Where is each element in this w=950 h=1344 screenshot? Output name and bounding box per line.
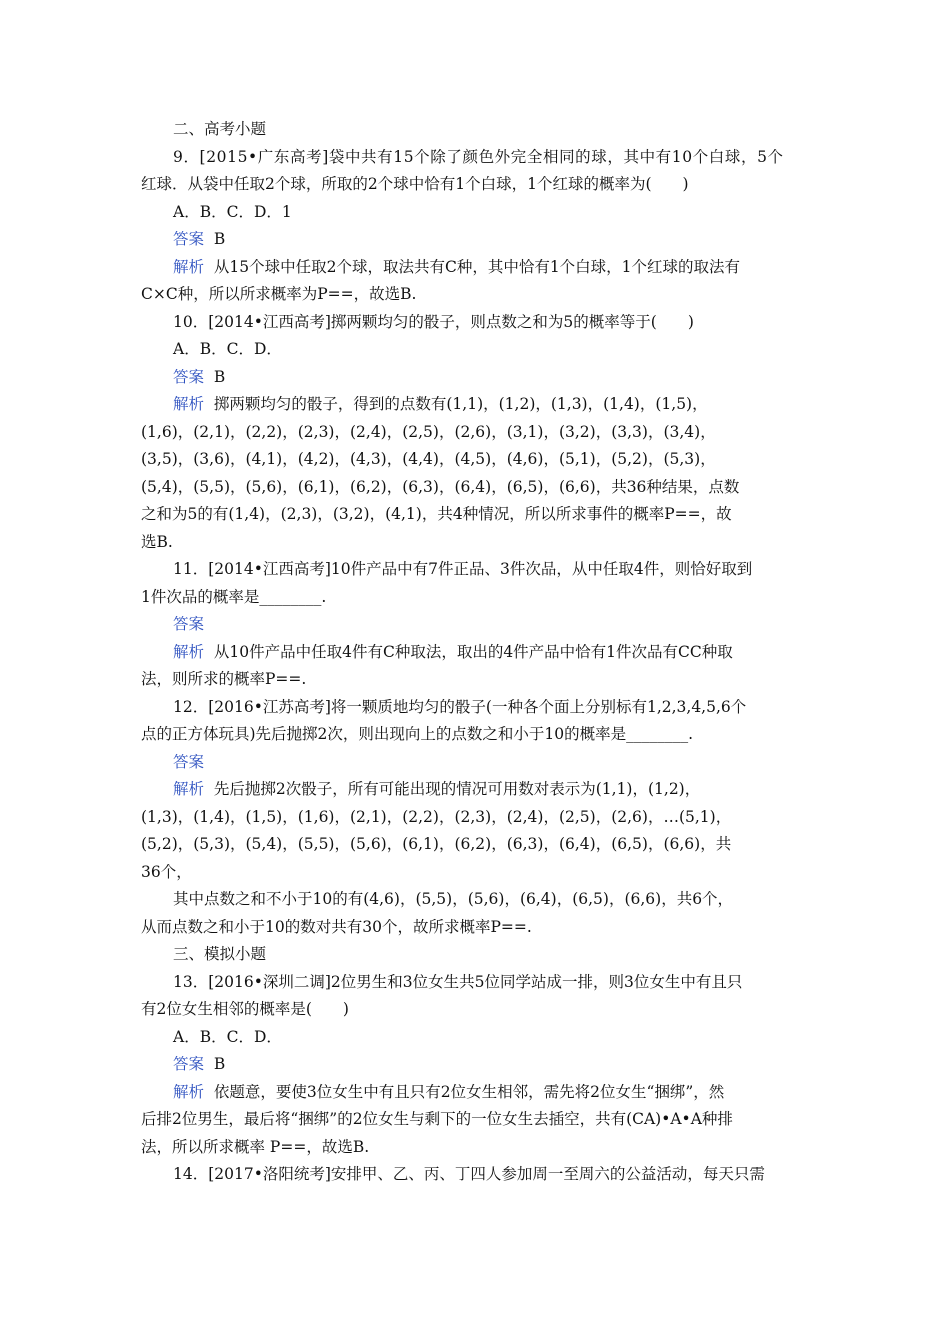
question-11-line1: 11．[2014•江西高考]10件产品中有7件正品、3件次品，从中任取4件，则恰好取到 <box>173 560 753 578</box>
question-11-analysis-line2: 法，则所求的概率P==. <box>141 670 307 688</box>
question-12-analysis-line2: (1,3)，(1,4)，(1,5)，(1,6)，(2,1)，(2,2)，(2,3)，(2,4)，(2,5)，(2,6)，…(5,1)， <box>141 807 732 826</box>
question-13-analysis-line3: 法，所以所求概率 P==，故选B. <box>141 1137 370 1156</box>
question-10-answer <box>141 364 813 392</box>
question-9-answer <box>141 226 813 254</box>
question-13-line2: 有2位女生相邻的概率是( ) <box>141 1000 349 1018</box>
analysis-label: 解析 <box>173 257 205 276</box>
answer-value: B <box>213 367 226 386</box>
question-13-analysis-line1 <box>141 1079 813 1107</box>
question-12-line1: 12．[2016•江苏高考]将一颗质地均匀的骰子(一种各个面上分别标有1,2,3,4,5,6个 <box>173 697 747 716</box>
question-10-analysis-line4: (5,4)，(5,5)，(5,6)，(6,1)，(6,2)，(6,3)，(6,4)，(6,5)，(6,6)，共36种结果，点数 <box>141 477 740 496</box>
question-11-analysis-line1 <box>141 639 813 667</box>
question-9-options: A．B．C．D．1 <box>173 202 292 221</box>
analysis-text: 掷两颗均匀的骰子，得到的点数有(1,1)，(1,2)，(1,3)，(1,4)，(1,5)， <box>213 395 708 413</box>
question-11-answer <box>141 611 813 639</box>
question-9-line2: 红球．从袋中任取2个球，所取的2个球中恰有1个白球，1个红球的概率为( ) <box>141 175 689 193</box>
document-body <box>141 116 813 1189</box>
question-13-line1: 13．[2016•深圳二调]2位男生和3位女生共5位同学站成一排，则3位女生中有且只 <box>173 972 743 991</box>
question-13-options: A．B．C．D． <box>173 1027 282 1046</box>
answer-value: B <box>213 230 226 248</box>
analysis-text: 从15个球中任取2个球，取法共有C种，其中恰有1个白球，1个红球的取法有 <box>213 257 741 276</box>
answer-label: 答案 <box>173 752 205 771</box>
question-10-line1: 10．[2014•江西高考]掷两颗均匀的骰子，则点数之和为5的概率等于( ) <box>173 312 694 331</box>
question-13-analysis-line2: 后排2位男生，最后将“捆绑”的2位女生与剩下的一位女生去插空，共有(CA)•A•A种排 <box>141 1110 733 1128</box>
analysis-label: 解析 <box>173 780 205 798</box>
analysis-text: 从10件产品中任取4件有C种取法，取出的4件产品中恰有1件次品有CC种取 <box>213 642 733 661</box>
question-10-analysis-line6: 选B. <box>141 532 173 551</box>
question-12-analysis-line3: (5,2)，(5,3)，(5,4)，(5,5)，(5,6)，(6,1)，(6,2)，(6,3)，(6,4)，(6,5)，(6,6)，共 <box>141 835 732 853</box>
question-9-analysis-line1 <box>141 254 813 282</box>
question-13-answer <box>141 1051 813 1079</box>
question-10-analysis-line1 <box>141 391 813 419</box>
question-9-line1: 9．[2015•广东高考]袋中共有15个除了颜色外完全相同的球，其中有10个白球，5个 <box>173 147 784 166</box>
answer-label: 答案 <box>173 1055 205 1073</box>
question-12-answer <box>141 749 813 777</box>
analysis-label: 解析 <box>173 395 205 413</box>
question-10-options: A．B．C．D． <box>173 340 282 358</box>
answer-label: 答案 <box>173 230 205 248</box>
question-11-line2: 1件次品的概率是________. <box>141 587 327 606</box>
question-12-analysis-line5: 其中点数之和不小于10的有(4,6)，(5,5)，(5,6)，(6,4)，(6,5)，(6,6)，共6个， <box>173 890 734 908</box>
answer-value: B <box>213 1055 226 1073</box>
section-heading-moni: 三、模拟小题 <box>173 945 267 963</box>
question-9-analysis-line2: C×C种，所以所求概率为P==，故选B. <box>141 285 417 303</box>
answer-label: 答案 <box>173 367 205 386</box>
question-12-analysis-line1 <box>141 776 813 804</box>
question-12-line2: 点的正方体玩具)先后抛掷2次，则出现向上的点数之和小于10的概率是________. <box>141 725 694 743</box>
question-10-analysis-line3: (3,5)，(3,6)，(4,1)，(4,2)，(4,3)，(4,4)，(4,5)，(4,6)，(5,1)，(5,2)，(5,3)， <box>141 450 716 468</box>
question-12-analysis-line4: 36个， <box>141 862 192 881</box>
analysis-label: 解析 <box>173 642 205 661</box>
analysis-text: 依题意，要使3位女生中有且只有2位女生相邻，需先将2位女生“捆绑”，然 <box>213 1082 725 1101</box>
question-10-analysis-line5: 之和为5的有(1,4)，(2,3)，(3,2)，(4,1)，共4种情况，所以所求事件的概率P==，故 <box>141 505 732 523</box>
question-12-analysis-line6: 从而点数之和小于10的数对共有30个，故所求概率P==. <box>141 917 532 936</box>
section-heading-gaokao: 二、高考小题 <box>173 120 267 138</box>
analysis-label: 解析 <box>173 1082 205 1101</box>
answer-label: 答案 <box>173 615 205 633</box>
question-10-analysis-line2: (1,6)，(2,1)，(2,2)，(2,3)，(2,4)，(2,5)，(2,6)，(3,1)，(3,2)，(3,3)，(3,4)， <box>141 422 716 441</box>
analysis-text: 先后抛掷2次骰子，所有可能出现的情况可用数对表示为(1,1)，(1,2)， <box>213 780 701 798</box>
question-14-line1: 14．[2017•洛阳统考]安排甲、乙、丙、丁四人参加周一至周六的公益活动，每天只需 <box>173 1165 765 1183</box>
